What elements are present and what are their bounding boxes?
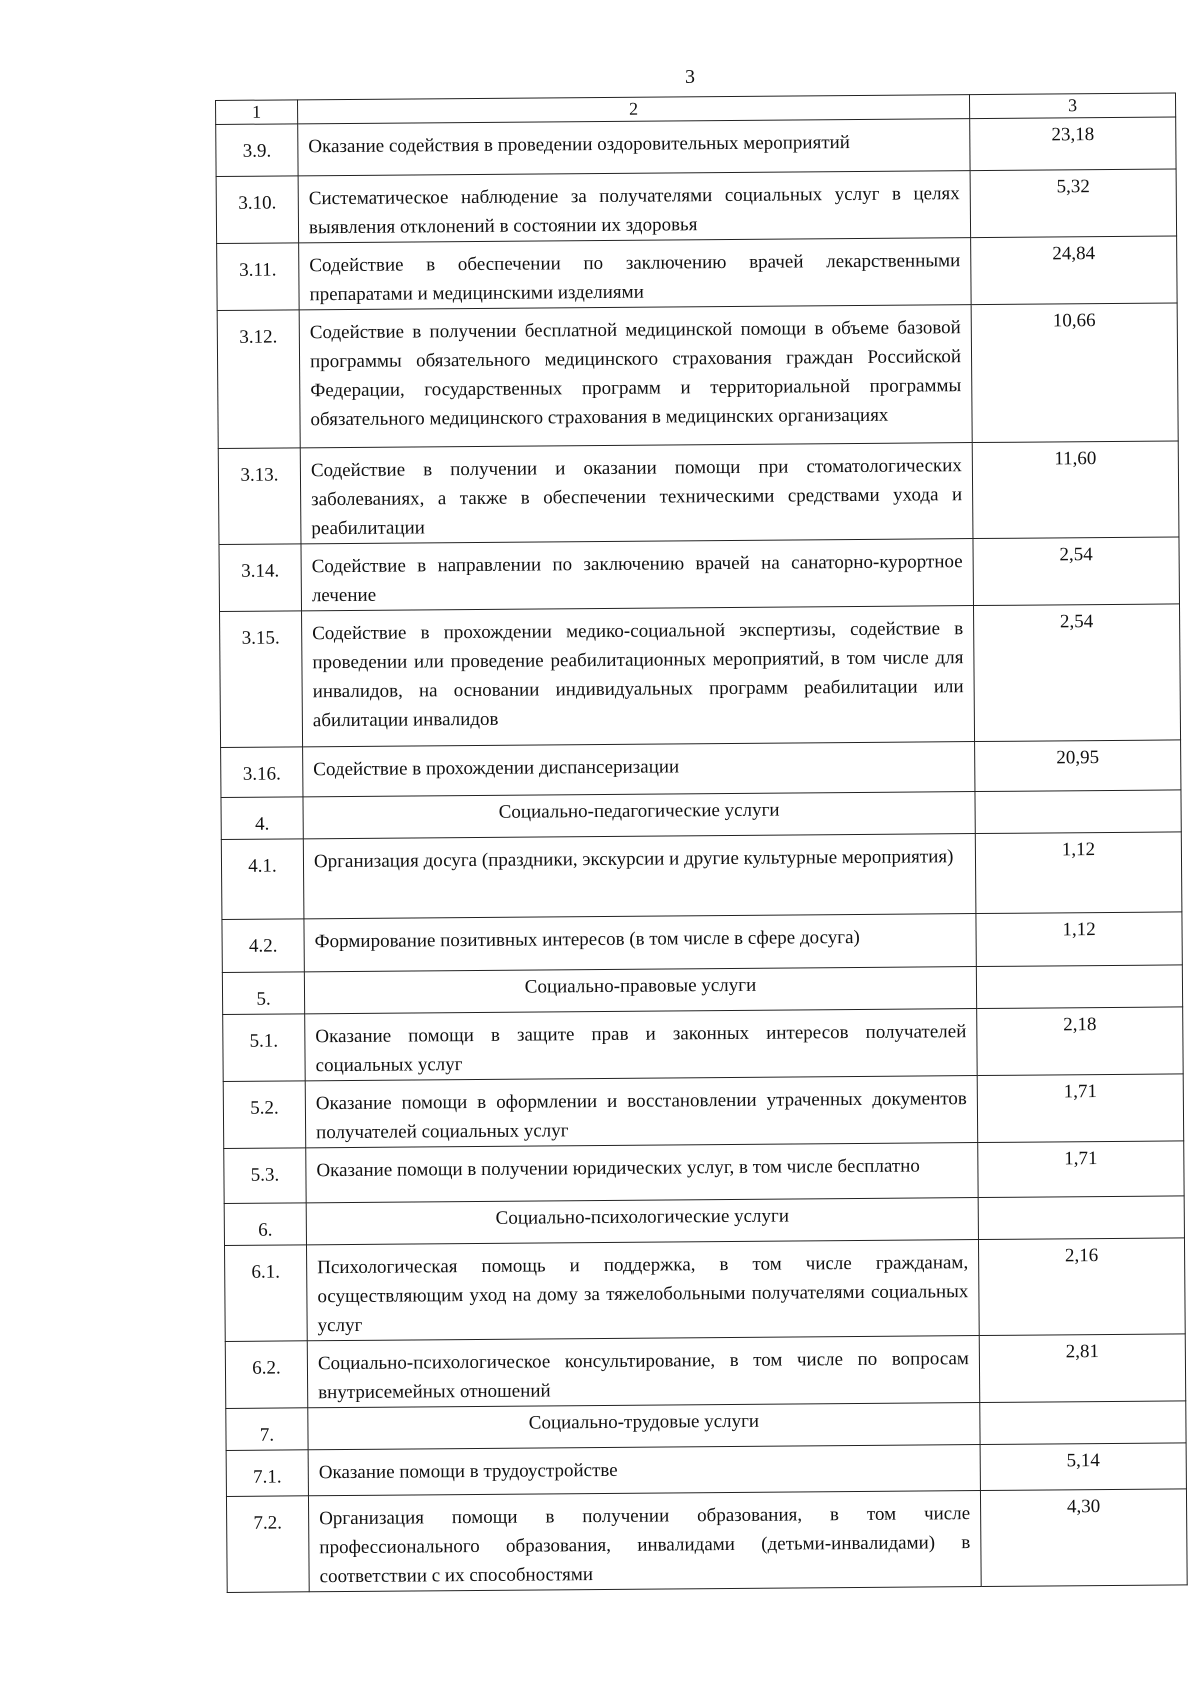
service-cost (980, 1401, 1186, 1445)
section-title: Социально-правовые услуги (304, 967, 976, 1014)
section-number: 5. (222, 972, 304, 1015)
header-col-2: 2 (298, 95, 970, 124)
table-row (218, 441, 1179, 545)
section-row (226, 1401, 1186, 1451)
row-number: 3.12. (217, 310, 300, 449)
table-row (216, 117, 1176, 177)
service-name: Содействие в обеспечении по заключению врачей лекарственными препаратами и медицинскими изделиями (299, 238, 972, 310)
service-cost: 1,71 (977, 1074, 1184, 1143)
service-name: Содействие в получении бесплатной медицинской помощи в объеме базовой программы обязательного медицинского страхования граждан Российской Федерации, государственных программ и территориальной программы обязательного медицинского страхования в медицинских организациях (299, 305, 972, 448)
row-number: 7.2. (226, 1496, 309, 1593)
service-name: Содействие в получении и оказании помощи при стоматологических заболеваниях, а также в обеспечении техническими средствами ухода и реабилитации (300, 443, 973, 544)
service-name: Оказание помощи в оформлении и восстановлении утраченных документов получателей социальных услуг (305, 1076, 978, 1148)
header-col-3: 3 (969, 93, 1175, 119)
table-row (220, 604, 1181, 748)
service-name: Социально-психологическое консультирование, в том числе по вопросам внутрисемейных отношений (307, 1336, 980, 1408)
service-name: Оказание помощи в получении юридических услуг, в том числе бесплатно (306, 1143, 978, 1203)
row-number: 3.10. (216, 176, 299, 244)
service-cost (975, 790, 1181, 834)
row-number: 6.2. (225, 1341, 308, 1409)
service-name: Оказание помощи в трудоустройстве (308, 1445, 980, 1496)
service-cost: 1,12 (976, 912, 1182, 967)
service-name: Организация помощи в получении образования, в том числе профессионального образования, инвалидами (детьми-инвалидами) в соответствии с их способностями (308, 1491, 981, 1592)
service-name: Психологическая помощь и поддержка, в том числе гражданам, осуществляющим уход на дому за тяжелобольными получателями социальных услуг (306, 1240, 979, 1341)
section-number: 6. (224, 1203, 306, 1246)
service-cost: 2,81 (979, 1334, 1186, 1403)
row-number: 4.2. (222, 919, 304, 973)
row-number: 3.14. (219, 544, 302, 612)
service-cost: 20,95 (975, 740, 1181, 792)
service-cost: 4,30 (980, 1489, 1187, 1587)
row-number: 3.13. (218, 448, 301, 545)
row-number: 3.15. (220, 611, 303, 748)
service-cost: 5,32 (970, 169, 1177, 238)
service-cost (978, 1196, 1184, 1240)
service-cost: 10,66 (971, 303, 1178, 443)
section-row (222, 965, 1182, 1015)
service-name: Оказание содействия в проведении оздоровительных мероприятий (298, 119, 970, 176)
service-cost: 2,54 (973, 604, 1180, 742)
table-row (223, 1007, 1183, 1082)
table-row (222, 912, 1182, 973)
row-number: 5.3. (224, 1148, 306, 1204)
table-row (221, 740, 1181, 798)
row-number: 3.11. (217, 243, 300, 311)
section-row (221, 790, 1181, 840)
row-number: 3.16. (221, 747, 303, 798)
service-cost: 1,71 (978, 1141, 1184, 1198)
section-title: Социально-психологические услуги (306, 1198, 978, 1245)
service-cost: 1,12 (975, 832, 1182, 914)
table-row (226, 1443, 1186, 1497)
row-number: 7.1. (226, 1450, 308, 1497)
service-cost: 2,54 (973, 537, 1180, 606)
service-cost (976, 965, 1182, 1009)
services-tariff-table (215, 92, 1188, 1593)
row-number: 5.1. (223, 1014, 306, 1082)
table-row (224, 1238, 1185, 1342)
row-number: 4.1. (221, 839, 304, 920)
service-cost: 2,16 (978, 1238, 1185, 1336)
service-name: Содействие в направлении по заключению врачей на санаторно-курортное лечение (301, 539, 974, 611)
table-row (217, 236, 1177, 311)
service-cost: 11,60 (972, 441, 1179, 539)
service-name: Содействие в прохождении медико-социальной экспертизы, содействие в проведении или проведение реабилитационных мероприятий, в том числе для инвалидов, на основании индивидуальных программ реабилитации или абилитации инвалидов (302, 606, 975, 747)
table-row (226, 1489, 1187, 1593)
service-cost: 23,18 (970, 117, 1176, 171)
table-row (216, 169, 1176, 244)
service-name: Формирование позитивных интересов (в том числе в сфере досуга) (304, 914, 976, 972)
header-col-1: 1 (216, 100, 298, 125)
section-row (224, 1196, 1184, 1246)
row-number: 6.1. (224, 1245, 307, 1342)
section-title: Социально-трудовые услуги (308, 1403, 980, 1450)
service-name: Организация досуга (праздники, экскурсии и другие культурные мероприятия) (303, 834, 976, 919)
section-title: Социально-педагогические услуги (303, 792, 975, 839)
section-number: 4. (221, 797, 303, 840)
service-name: Оказание помощи в защите прав и законных интересов получателей социальных услуг (305, 1009, 978, 1081)
service-cost: 24,84 (971, 236, 1178, 305)
table-row (225, 1334, 1185, 1409)
service-cost: 5,14 (980, 1443, 1186, 1491)
row-number: 3.9. (216, 124, 298, 177)
service-cost: 2,18 (977, 1007, 1184, 1076)
table-row (217, 303, 1178, 449)
row-number: 5.2. (223, 1081, 306, 1149)
table-row (219, 537, 1179, 612)
page-number: 3 (685, 66, 695, 88)
table-row (224, 1141, 1184, 1204)
service-name: Систематическое наблюдение за получателями социальных услуг в целях выявления отклонений в состоянии их здоровья (298, 171, 971, 243)
section-number: 7. (226, 1408, 308, 1451)
table-row (221, 832, 1182, 920)
table-row (223, 1074, 1183, 1149)
service-name: Содействие в прохождении диспансеризации (303, 742, 975, 797)
